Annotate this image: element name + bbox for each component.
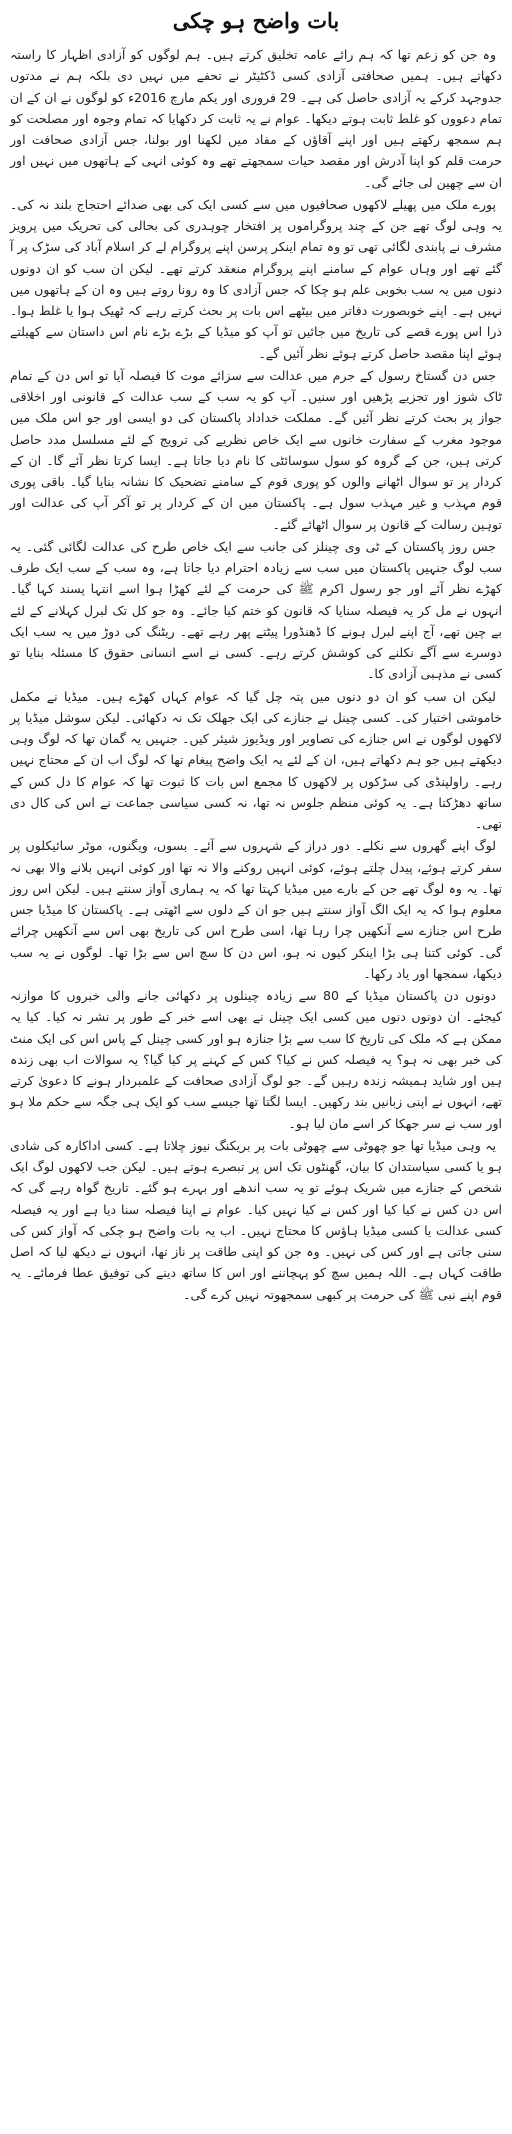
article-paragraph: یہ وہی میڈیا تھا جو چھوٹی سے چھوٹی بات پر بریکنگ نیوز چلاتا ہے۔ کسی اداکارہ کی شادی ہو یا کسی سیاستدان کا بیان، گھنٹوں تک اس پر تبصرے ہوتے ہیں۔ لیکن جب لاکھوں لوگ ایک شخص کے جنازے میں شریک ہوئے تو یہ سب اندھے اور بہرے ہو گئے۔ تاریخ گواہ رہے گی کہ اس دن کس نے کیا کیا اور کس نے کیا نہیں کیا۔ عوام نے اپنا فیصلہ سنا دیا ہے اور یہ فیصلہ کسی عدالت یا کسی میڈیا ہاؤس کا محتاج نہیں۔ اب یہ بات واضح ہو چکی کہ آواز کس کی سنی جاتی ہے اور کس کی نہیں۔ وہ جن کو اپنی طاقت پر ناز تھا، انہوں نے دیکھ لیا کہ اصل طاقت کہاں ہے۔ اللہ ہمیں سچ کو پہچاننے اور اس کا ساتھ دینے کی توفیق عطا فرمائے۔ یہ قوم اپنے نبی ﷺ کی حرمت پر کبھی سمجھوتہ نہیں کرے گی۔ [10,1137,502,1302]
article-paragraph: لوگ اپنے گھروں سے نکلے۔ دور دراز کے شہروں سے آئے۔ بسوں، ویگنوں، موٹر سائیکلوں پر سفر کرتے ہوئے، پیدل چلتے ہوئے، کوئی انہیں روکنے والا نہ تھا اور کوئی انہیں بلانے والا بھی نہ تھا۔ یہ وہ لوگ تھے جن کے بارے میں میڈیا کہتا تھا کہ یہ ہماری آواز سنتے ہیں۔ لیکن اس روز معلوم ہوا کہ یہ ایک الگ آواز سنتے ہیں جو ان کے دلوں سے اٹھتی ہے۔ پاکستان کا میڈیا جس طرح اس جنازے سے آنکھیں چرا رہا تھا، اسی طرح اس کی تاریخ بھی اس سے آنکھیں چرائے گی۔ کوئی کتنا ہی بڑا اینکر کیوں نہ ہو، اس دن کا سچ اس سے بڑا تھا۔ لوگوں نے یہ سب دیکھا، سمجھا اور یاد رکھا۔ [10,838,502,981]
article-paragraph: جس روز پاکستان کے ٹی وی چینلز کی جانب سے ایک خاص طرح کی عدالت لگائی گئی۔ یہ سب لوگ جنہیں پاکستان میں سب سے زیادہ احترام دیا جاتا ہے، وہ سب کے سب ایک طرف کھڑے نظر آئے اور جو رسول اکرم ﷺ کی حرمت کے لئے کھڑا ہوا اسے انتہا پسند کہا گیا۔ انہوں نے مل کر یہ فیصلہ سنایا کہ قانون کو ختم کیا جائے۔ وہ جو کل تک لبرل کہلانے کے لئے بے چین تھے، آج اپنے لبرل ہونے کا ڈھنڈورا پیٹتے پھر رہے تھے۔ ریٹنگ کی دوڑ میں یہ سب ایک دوسرے سے آگے نکلنے کی کوشش کرتے رہے۔ کسی نے اسے انسانی حقوق کا مسئلہ بنایا تو کسی نے مذہبی آزادی کا۔ [10,538,502,682]
article-paragraph: پورے ملک میں پھیلے لاکھوں صحافیوں میں سے کسی ایک کی بھی صدائے احتجاج بلند نہ کی۔ یہ وہی لوگ تھے جن کے چند پروگراموں پر افتخار چوہدری کی بحالی کی تحریک میں پرویز مشرف نے پابندی لگائی تھی تو وہ تمام اینکر پرسن اپنے پروگرام لے کر اسلام آباد کی سڑک پر آ گئے تھے اور وہاں عوام کے سامنے اپنے پروگرام منعقد کرتے تھے۔ لیکن ان سب کو ان دونوں دنوں میں یہ سب بخوبی علم ہو چکا کہ جس آزادی کا وہ رونا روتے ہیں وہ ان کے ہاتھوں میں نہیں ہے۔ اپنے خوبصورت دفاتر میں بیٹھے اس بات پر بحث کرتے رہے کہ ٹھیک ہوا یا غلط ہوا۔ ذرا اس پورے قصے کی تاریخ میں جائیں تو آپ کو میڈیا کے بڑے بڑے نام اس داستان سے کھیلتے ہوئے اپنا مقصد حاصل کرتے ہوئے نظر آئیں گے۔ [10,196,502,361]
article-headline: بات واضح ہو چکی [172,8,340,33]
article-paragraph: لیکن ان سب کو ان دو دنوں میں پتہ چل گیا کہ عوام کہاں کھڑے ہیں۔ میڈیا نے مکمل خاموشی اختیار کی۔ کسی چینل نے جنازے کی ایک جھلک تک نہ دکھائی۔ لیکن سوشل میڈیا پر لاکھوں لوگوں نے اس جنازے کی تصاویر اور ویڈیوز شیئر کیں۔ جنہیں یہ گمان تھا کہ لوگ وہی دیکھتے ہیں جو ہم دکھاتے ہیں، ان کے لئے یہ ایک واضح پیغام تھا کہ لوگ اب ان کے محتاج نہیں رہے۔ راولپنڈی کی سڑکوں پر لاکھوں کا مجمع اس بات کا ثبوت تھا کہ عوام کا دل کس کے ساتھ دھڑکتا ہے۔ یہ کوئی منظم جلوس نہ تھا، نہ کسی سیاسی جماعت نے اس کی کال دی تھی۔ [10,688,502,831]
article-paragraph: وہ جن کو زعم تھا کہ ہم رائے عامہ تخلیق کرتے ہیں۔ ہم لوگوں کو آزادی اظہار کا راستہ دکھاتے ہیں۔ ہمیں صحافتی آزادی کسی ڈکٹیٹر نے تحفے میں نہیں دی بلکہ ہم نے مدتوں جدوجہد کرکے یہ آزادی حاصل کی ہے۔ 29 فروری اور یکم مارچ 2016ء کو لوگوں نے ان کے ان تمام دعووں کو غلط ثابت ہوتے دیکھا۔ عوام نے یہ ثابت کر دکھایا کہ تمام وجوہ اور مصلحت کو ہم سمجھ رکھتے ہیں اور اپنے آقاؤں کے مفاد میں لکھنا اور بولنا، جس آزادی صحافت اور حرمت قلم کو اپنا آدرش اور مقصد حیات سمجھتے تھے وہ کوئی انہی کے ہاتھوں میں نہیں اور ان سے چھین لی جائے گی۔ [10,47,502,190]
article-paragraph: دونوں دن پاکستان میڈیا کے 80 سے زیادہ چینلوں پر دکھائی جانے والی خبروں کا موازنہ کیجئے۔ ان دونوں دنوں میں کسی ایک چینل نے بھی اسے خبر کے طور پر نشر نہ کیا۔ کیا یہ ممکن ہے کہ ملک کی تاریخ کا سب سے بڑا جنازہ ہو اور کسی چینل کے پاس اس کی ایک منٹ کی خبر بھی نہ ہو؟ یہ فیصلہ کس نے کیا؟ کس کے کہنے پر کیا گیا؟ یہ سوالات اب بھی زندہ ہیں اور شاید ہمیشہ زندہ رہیں گے۔ جو لوگ آزادی صحافت کے علمبردار ہونے کا دعویٰ کرتے تھے، انہوں نے اپنی زبانیں بند رکھیں۔ ایسا لگتا تھا جیسے سب کو ایک ہی جگہ سے حکم ملا ہو اور سب نے سر جھکا کر اسے مان لیا ہو۔ [10,988,502,1131]
article-body [10,44,502,1305]
article-paragraph: جس دن گستاخ رسول کے جرم میں عدالت سے سزائے موت کا فیصلہ آیا تو اس دن کے تمام ٹاک شوز اور تجزیے پڑھیں اور سنیں۔ آپ کو یہ سب کے سب عدالت کے قانونی اور اخلاقی جواز پر بحث کرتے نظر آئیں گے۔ مملکت خداداد پاکستان کی دو ایسی اور جو اس ملک میں موجود مغرب کے سفارت خانوں سے ایک خاص نظریے کی ترویج کے لئے مسلسل مدد حاصل کرتی ہیں، جن کے گروہ کو سول سوسائٹی کا نام دیا جاتا ہے۔ ایسا کرتا نظر آئے گا۔ ان کے کردار پر تو سوال اٹھانے والوں کو پوری قوم کے سامنے تضحیک کا نشانہ بنایا گیا۔ باقی پوری قوم مہذب و غیر مہذب سول ہے۔ پاکستان میں ان کے کردار پر تو آکر آپ کی عدالت اور توہین رسالت کے قانون پر سوال اٹھائے گئے۔ [10,367,502,532]
